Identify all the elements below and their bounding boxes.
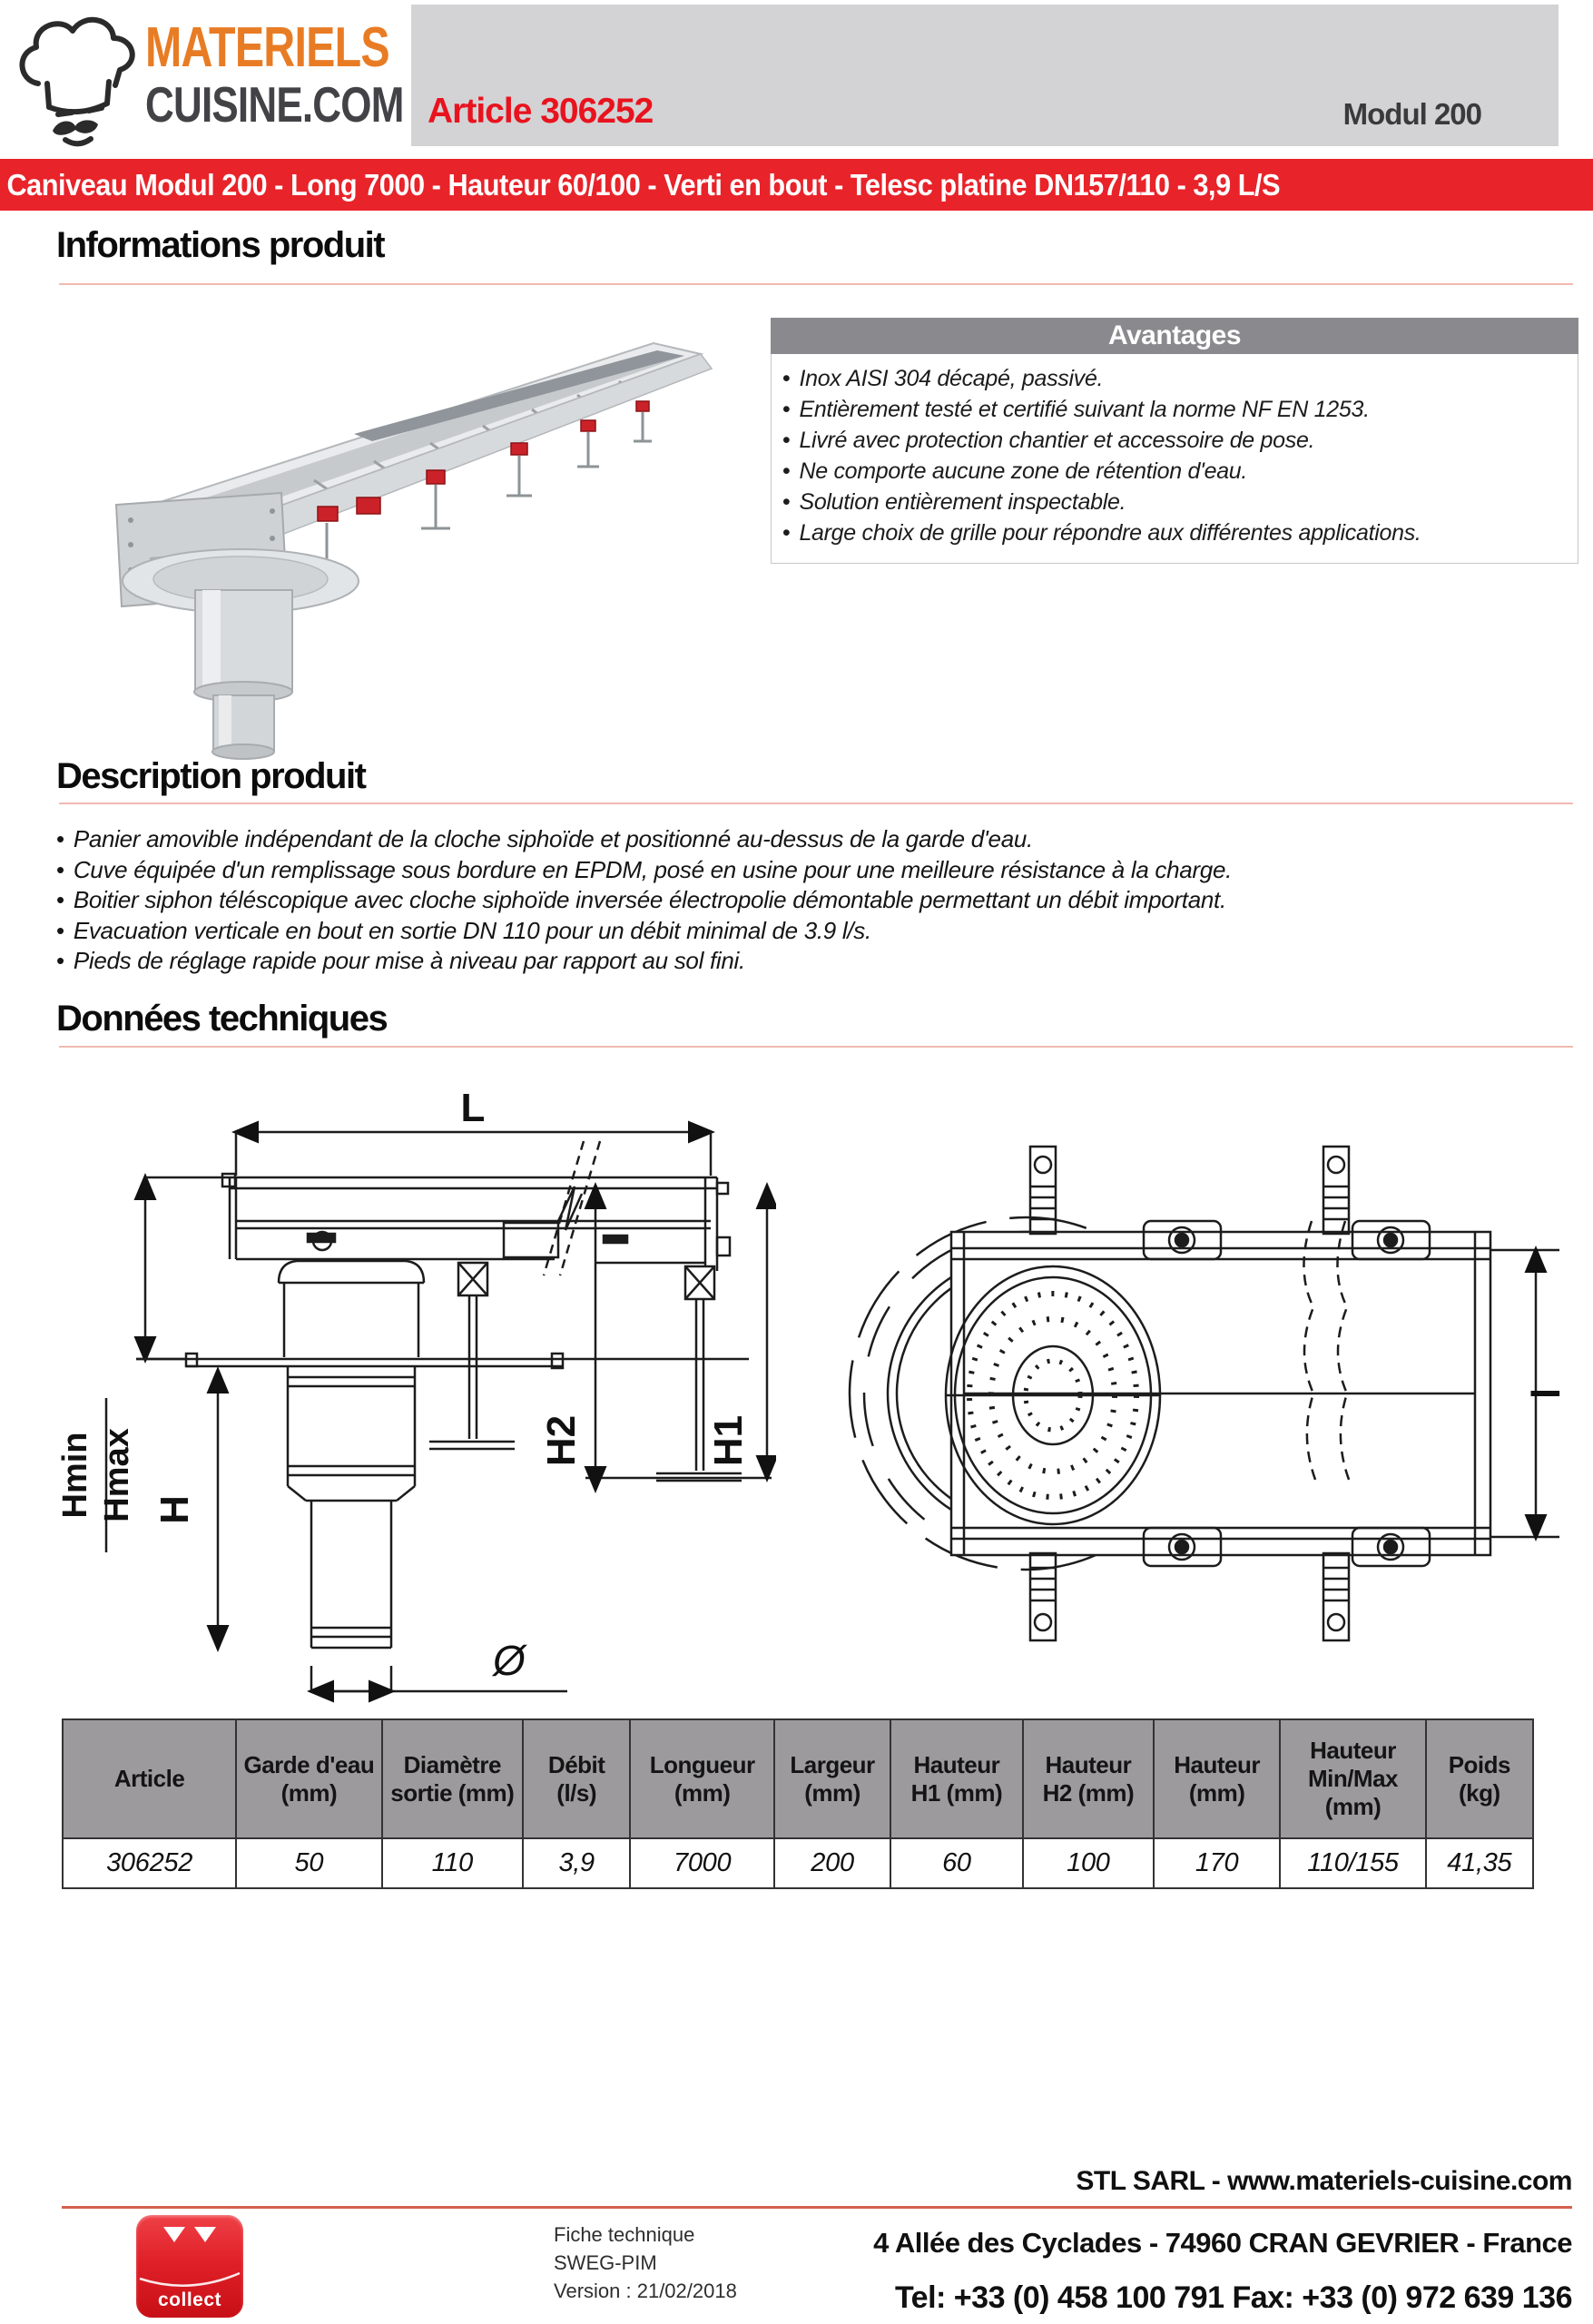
avantages-box xyxy=(771,318,1578,564)
dim-label-L: L xyxy=(460,1086,486,1130)
doc-system: SWEG-PIM xyxy=(554,2251,657,2274)
col-debit: Débit (l/s) xyxy=(523,1719,630,1838)
col-diametre-sortie: Diamètre sortie (mm) xyxy=(382,1719,524,1838)
doc-type: Fiche technique xyxy=(554,2223,695,2246)
dim-label-diameter: Ø xyxy=(493,1637,526,1684)
description-item: • Pieds de réglage rapide pour mise à niveau par rapport au sol fini. xyxy=(56,946,1527,977)
footer-address: 4 Allée des Cyclades - 74960 CRAN GEVRIER - France xyxy=(873,2227,1572,2259)
col-hauteur-h2: Hauteur H2 (mm) xyxy=(1023,1719,1154,1838)
col-hauteur-minmax: Hauteur Min/Max (mm) xyxy=(1280,1719,1425,1838)
cell-hauteur-h2: 100 xyxy=(1023,1838,1154,1888)
avantage-item: • Solution entièrement inspectable. xyxy=(782,487,1568,517)
avantages-body xyxy=(771,354,1578,564)
product-photo xyxy=(54,307,762,761)
col-garde-eau: Garde d'eau (mm) xyxy=(236,1719,381,1838)
header-gray-box xyxy=(411,5,1559,146)
description-item: • Evacuation verticale en bout en sortie DN 110 pour un débit minimal de 3.9 l/s. xyxy=(56,916,1527,947)
description-list xyxy=(56,824,1527,977)
footer-divider xyxy=(62,2206,1572,2209)
col-hauteur: Hauteur (mm) xyxy=(1154,1719,1280,1838)
collect-label: collect xyxy=(157,2290,222,2310)
dim-label-l: l xyxy=(1524,1387,1568,1400)
cell-hauteur: 170 xyxy=(1154,1838,1280,1888)
avantage-item: • Livré avec protection chantier et accessoire de pose. xyxy=(782,425,1568,456)
section-title-description: Description produit xyxy=(56,756,366,796)
technical-drawing-side-view xyxy=(50,1085,776,1725)
avantage-item: • Ne comporte aucune zone de rétention d'eau. xyxy=(782,456,1568,487)
col-longueur: Longueur (mm) xyxy=(630,1719,774,1838)
description-item: • Cuve équipée d'un remplissage sous bordure en EPDM, posé en usine pour une meilleure résistance à la charge. xyxy=(56,855,1527,886)
dim-label-Hmin: Hmin xyxy=(56,1432,94,1519)
avantage-item: • Inox AISI 304 décapé, passivé. xyxy=(782,363,1568,394)
cell-diametre-sortie: 110 xyxy=(382,1838,524,1888)
collect-arrows-icon xyxy=(136,2227,243,2242)
avantages-title: Avantages xyxy=(771,318,1578,354)
col-article: Article xyxy=(63,1719,236,1838)
section-divider xyxy=(59,1046,1573,1048)
cell-debit: 3,9 xyxy=(523,1838,630,1888)
product-title-banner xyxy=(0,159,1593,211)
cell-hauteur-h1: 60 xyxy=(890,1838,1023,1888)
cell-longueur: 7000 xyxy=(630,1838,774,1888)
technical-data-table xyxy=(62,1718,1534,1889)
section-divider xyxy=(59,283,1573,285)
col-largeur: Largeur (mm) xyxy=(774,1719,890,1838)
table-row xyxy=(63,1838,1533,1888)
dim-label-H2: H2 xyxy=(539,1414,584,1467)
section-title-informations: Informations produit xyxy=(56,225,385,265)
model-name: Modul 200 xyxy=(1342,97,1481,131)
cell-garde-eau: 50 xyxy=(236,1838,381,1888)
logo-line1: MATERIELS xyxy=(145,16,389,79)
collect-logo xyxy=(136,2215,243,2318)
avantage-item: • Large choix de grille pour répondre aux différentes applications. xyxy=(782,517,1568,548)
product-title: Caniveau Modul 200 - Long 7000 - Hauteur 60/100 - Verti en bout - Telesc platine DN157/110 - 3,9 L/S xyxy=(6,168,1281,202)
footer-company: STL SARL - www.materiels-cuisine.com xyxy=(1076,2166,1572,2196)
technical-drawing-top-view xyxy=(844,1112,1579,1675)
table-header-row xyxy=(63,1719,1533,1838)
dim-label-H: H xyxy=(152,1495,197,1524)
description-item: • Boitier siphon téléscopique avec cloche siphoïde inversée électropolie démontable permettant un débit important. xyxy=(56,885,1527,916)
col-hauteur-h1: Hauteur H1 (mm) xyxy=(890,1719,1023,1838)
article-number: Article 306252 xyxy=(428,92,654,131)
doc-version: Version : 21/02/2018 xyxy=(554,2280,737,2302)
section-divider xyxy=(59,803,1573,804)
cell-largeur: 200 xyxy=(774,1838,890,1888)
avantage-item: • Entièrement testé et certifié suivant la norme NF EN 1253. xyxy=(782,394,1568,425)
dim-label-H1: H1 xyxy=(706,1414,751,1467)
footer-phone: Tel: +33 (0) 458 100 791 Fax: +33 (0) 972 639 136 xyxy=(894,2280,1572,2315)
logo-line2: CUISINE.COM xyxy=(145,76,404,133)
col-poids: Poids (kg) xyxy=(1426,1719,1533,1838)
description-item: • Panier amovible indépendant de la cloche siphoïde et positionné au-dessus de la garde d'eau. xyxy=(56,824,1527,855)
section-title-donnees: Données techniques xyxy=(56,999,388,1039)
dim-label-Hmax: Hmax xyxy=(98,1428,136,1522)
footer-doc-info xyxy=(554,2221,737,2305)
cell-article: 306252 xyxy=(63,1838,236,1888)
chef-hat-logo-icon xyxy=(11,11,138,147)
cell-poids: 41,35 xyxy=(1426,1838,1533,1888)
cell-hauteur-minmax: 110/155 xyxy=(1280,1838,1425,1888)
